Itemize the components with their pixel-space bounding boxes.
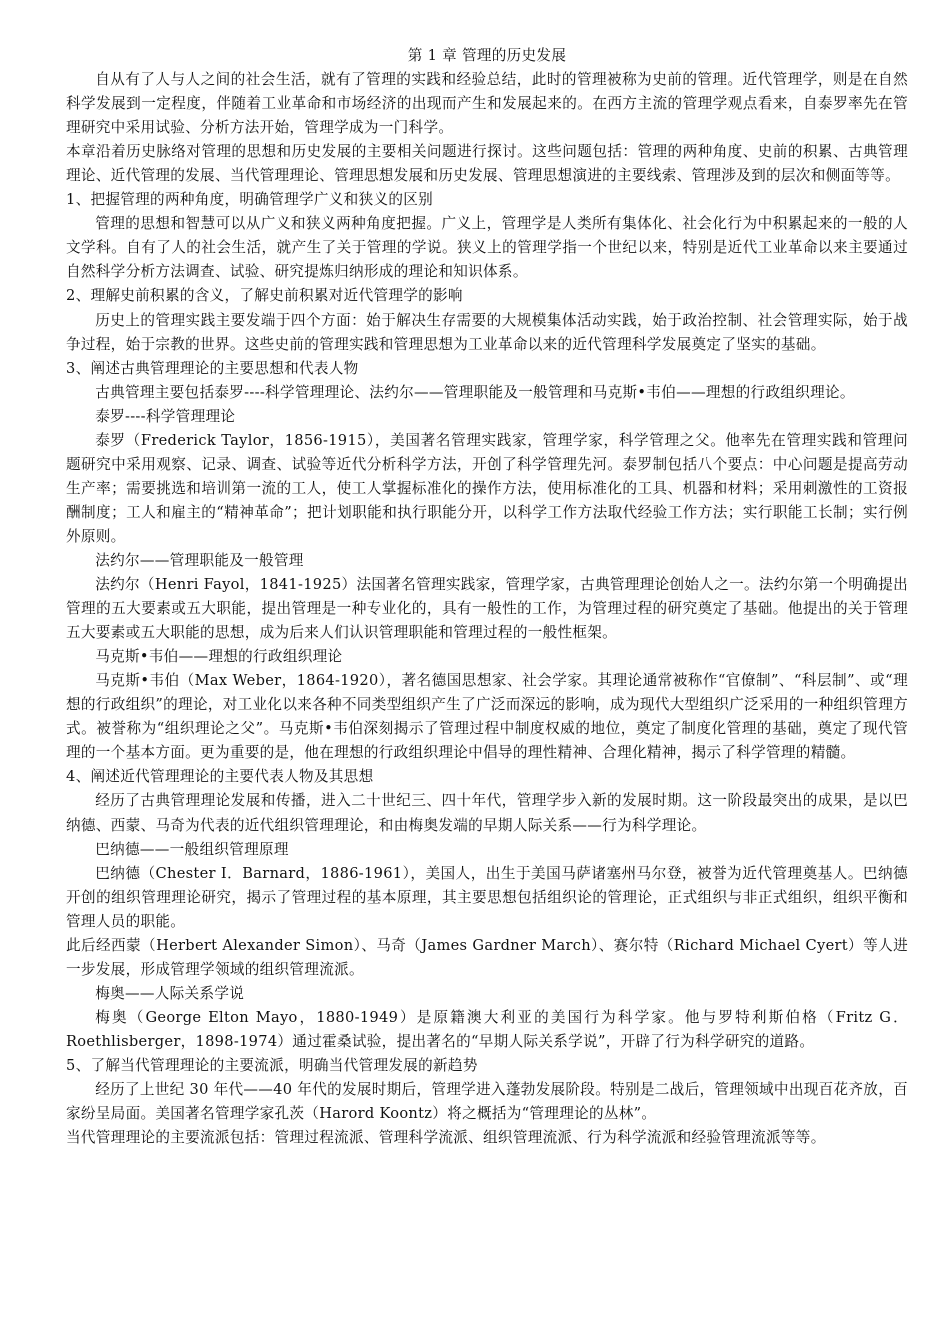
paragraph: 1、把握管理的两种角度，明确管理学广义和狭义的区别 [66, 191, 434, 209]
paragraph: 管理的思想和智慧可以从广义和狭义两种角度把握。广义上，管理学是人类所有集体化、社会化行为中积累起来的一般的人文学科。自有了人的社会生活，就产生了关于管理的学说。狭义上的管理学指一个世纪以来，特别是近代工业革命以来主要通过自然科学分析方法调查、试验、研究提炼归纳形成的理论和知识体系。 [66, 215, 908, 281]
paragraph: 自从有了人与人之间的社会生活，就有了管理的实践和经验总结，此时的管理被称为史前的管理。近代管理学，则是在自然科学发展到一定程度，伴随着工业革命和市场经济的出现而产生和发展起来的。在西方主流的管理学观点看来，自泰罗率先在管理研究中采用试验、分析方法开始，管理学成为一门科学。 [66, 71, 908, 137]
paragraph: 3、阐述古典管理理论的主要思想和代表人物 [66, 359, 359, 377]
paragraph: 4、阐述近代管理理论的主要代表人物及其思想 [66, 768, 374, 786]
paragraph: 梅奥（George Elton Mayo，1880-1949）是原籍澳大利亚的美国行为科学家。他与罗特利斯伯格（Fritz G．Roethlisberger，1898-1974）通过霍桑试验，提出著名的“早期人际关系学说”，开辟了行为科学研究的道路。 [66, 1008, 909, 1050]
paragraph: 巴纳德（Chester I．Barnard，1886-1961），美国人，出生于美国马萨诸塞州马尔登，被誉为近代管理奠基人。巴纳德开创的组织管理理论研究，揭示了管理过程的基本原理，其主要思想包括组织论的管理论，正式组织与非正式组织，组织平衡和管理人员的职能。 [66, 864, 908, 930]
paragraph: 法约尔（Henri Fayol，1841-1925）法国著名管理实践家，管理学家，古典管理理论创始人之一。法约尔第一个明确提出管理的五大要素或五大职能，提出管理是一种专业化的，具有一般性的工作，为管理过程的研究奠定了基础。他提出的关于管理五大要素或五大职能的思想，成为后来人们认识管理职能和管理过程的一般性框架。 [66, 576, 908, 642]
paragraph: 历史上的管理实践主要发端于四个方面：始于解决生存需要的大规模集体活动实践，始于政治控制、社会管理实际，始于战争过程，始于宗教的世界。这些史前的管理实践和管理思想为工业革命以来的近代管理科学发展奠定了坚实的基础。 [66, 311, 908, 353]
paragraph: 梅奥——人际关系学说 [95, 984, 245, 1002]
paragraph: 巴纳德——一般组织管理原理 [95, 840, 289, 858]
paragraph: 5、了解当代管理理论的主要流派，明确当代管理发展的新趋势 [66, 1056, 478, 1074]
document-body [66, 68, 908, 1150]
paragraph: 法约尔——管理职能及一般管理 [95, 551, 304, 569]
paragraph: 马克斯•韦伯——理想的行政组织理论 [95, 648, 343, 666]
paragraph: 当代管理理论的主要流派包括：管理过程流派、管理科学流派、组织管理流派、行为科学流派和经验管理流派等等。 [66, 1129, 826, 1147]
paragraph: 本章沿着历史脉络对管理的思想和历史发展的主要相关问题进行探讨。这些问题包括：管理的两种角度、史前的积累、古典管理理论、近代管理的发展、当代管理理论、管理思想发展和历史发展、管理思想演进的主要线索、管理涉及到的层次和侧面等等。 [66, 143, 908, 185]
paragraph: 经历了上世纪 30 年代——40 年代的发展时期后，管理学进入蓬勃发展阶段。特别是二战后，管理领域中出现百花齐放，百家纷呈局面。美国著名管理学家孔茨（Harord Koontz）将之概括为“管理理论的丛林”。 [66, 1081, 908, 1123]
paragraph: 泰罗----科学管理理论 [95, 407, 236, 425]
chapter-title: 第 1 章 管理的历史发展 [407, 47, 567, 64]
paragraph: 泰罗（Frederick Taylor，1856-1915），美国著名管理实践家，管理学家，科学管理之父。他率先在管理实践和管理问题研究中采用观察、记录、调查、试验等近代分析科学方法，开创了科学管理先河。泰罗制包括八个要点：中心问题是提高劳动生产率；需要挑选和培训第一流的工人，使工人掌握标准化的操作方法，使用标准化的工具、机器和材料；采用刺激性的工资报酬制度；工人和雇主的“精神革命”；把计划职能和执行职能分开，以科学工作方法取代经验工作方法；实行职能工长制；实行例外原则。 [66, 431, 908, 545]
paragraph: 2、理解史前积累的含义，了解史前积累对近代管理学的影响 [66, 287, 463, 305]
paragraph: 经历了古典管理理论发展和传播，进入二十世纪三、四十年代，管理学步入新的发展时期。这一阶段最突出的成果，是以巴纳德、西蒙、马奇为代表的近代组织管理理论，和由梅奥发端的早期人际关系——行为科学理论。 [66, 792, 908, 834]
paragraph: 马克斯•韦伯（Max Weber，1864-1920），著名德国思想家、社会学家。其理论通常被称作“官僚制”、“科层制”、或“理想的行政组织”的理论，对工业化以来各种不同类型组织产生了广泛而深远的影响，成为现代大型组织广泛采用的一种组织管理方式。被誉称为“组织理论之父”。马克斯•韦伯深刻揭示了管理过程中制度权威的地位，奠定了制度化管理的基础，奠定了现代管理的一个基本方面。更为重要的是，他在理想的行政组织理论中倡导的理性精神、合理化精神，揭示了科学管理的精髓。 [66, 672, 908, 762]
paragraph: 此后经西蒙（Herbert Alexander Simon）、马奇（James Gardner March）、赛尔特（Richard Michael Cyert）等人进一步发展，形成管理学领域的组织管理流派。 [66, 936, 908, 978]
document-page [66, 44, 908, 1150]
paragraph: 古典管理主要包括泰罗----科学管理理论、法约尔——管理职能及一般管理和马克斯•韦伯——理想的行政组织理论。 [95, 383, 855, 401]
